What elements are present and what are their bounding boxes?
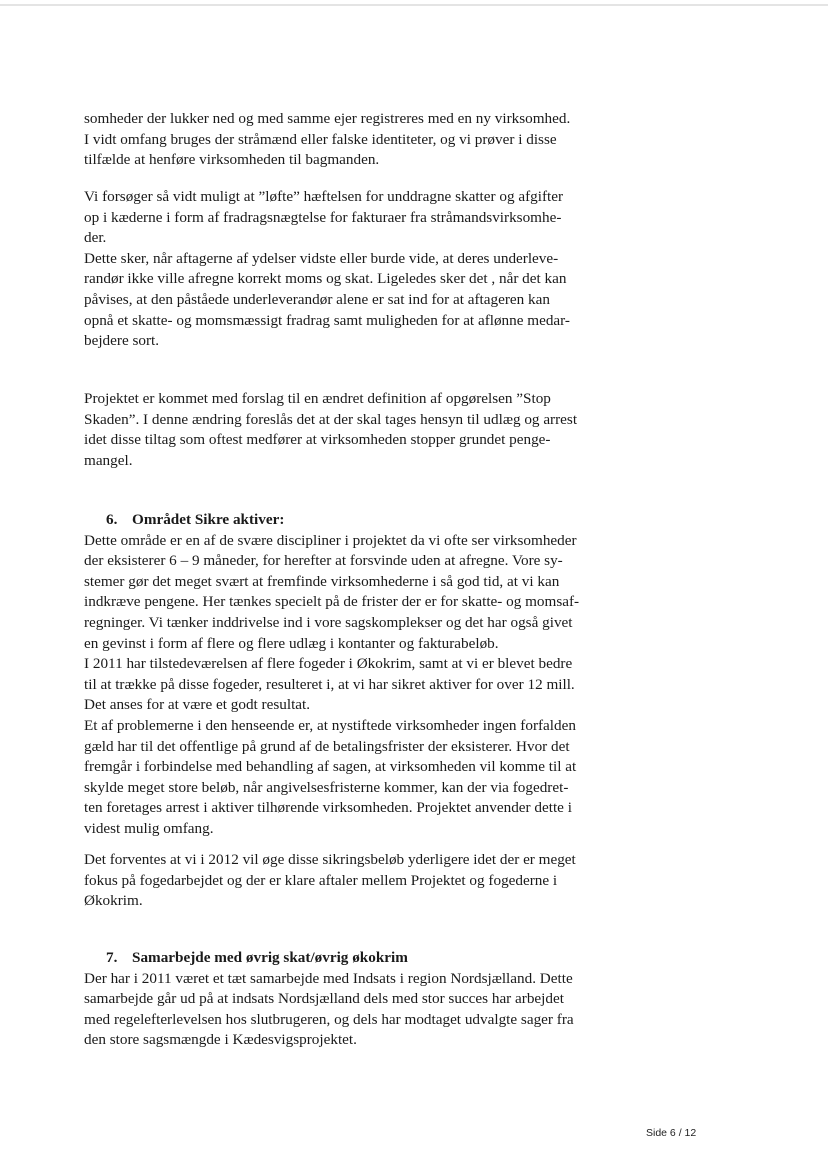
text-line: Skaden”. I denne ændring foreslås det at der skal tages hensyn til udlæg og arrest (84, 410, 578, 428)
text-line: skylde meget store beløb, når angivelsesfristerne kommer, kan der via fogedret- (84, 778, 569, 796)
text-line: fokus på fogedarbejdet og der er klare aftaler mellem Projektet og fogederne i (84, 871, 558, 889)
text-line: mangel. (84, 451, 133, 469)
section-number: 6. (106, 511, 118, 528)
paragraph-stop-skaden (84, 389, 644, 471)
text-line: fremgår i forbindelse med behandling af sagen, at virksomheden vil komme til at (84, 758, 577, 776)
text-line: Projektet er kommet med forslag til en ændret definition af opgørelsen ”Stop (84, 390, 551, 407)
text-line: Økokrim. (84, 892, 143, 910)
text-line: Vi forsøger så vidt muligt at ”løfte” hæftelsen for unddragne skatter og afgifter (84, 188, 564, 205)
text-line: Et af problemerne i den henseende er, at nystiftede virksomheder ingen forfalden (84, 716, 576, 734)
text-line: Dette område er en af de svære discipliner i projektet da vi ofte ser virksomheder (84, 531, 577, 549)
text-line: op i kæderne i form af fradragsnægtelse for fakturaer fra stråmandsvirksomhe- (84, 208, 562, 226)
text-line: somheder der lukker ned og med samme ejer registreres med en ny virksomhed. (84, 110, 571, 127)
text-line: Dette sker, når aftagerne af ydelser vidste eller burde vide, at deres underleve- (84, 249, 559, 267)
paragraph-forecast-2012 (84, 850, 644, 912)
section-7 (84, 948, 644, 1051)
text-line: I 2011 har tilstedeværelsen af flere fogeder i Økokrim, samt at vi er blevet bedre (84, 655, 573, 673)
text-line: randør ikke ville afregne korrekt moms og skat. Ligeledes sker det , når det kan (84, 270, 567, 288)
text-line: idet disse tiltag som oftest medfører at virksomheden stopper grundet penge- (84, 431, 551, 449)
text-line: med regelefterlevelsen hos slutbrugeren, og dels har modtaget udvalgte sager fra (84, 1010, 574, 1028)
section-heading (84, 510, 644, 531)
text-line: tilfælde at henføre virksomheden til bagmanden. (84, 151, 380, 169)
text-line: opnå et skatte- og momsmæssigt fradrag samt muligheden for at aflønne medar- (84, 311, 570, 329)
text-line: Der har i 2011 været et tæt samarbejde med Indsats i region Nordsjælland. Dette (84, 969, 573, 987)
text-line: samarbejde går ud på at indsats Nordsjælland dels med stor succes har arbejdet (84, 990, 564, 1008)
text-line: bejdere sort. (84, 332, 160, 350)
text-line: påvises, at den påståede underleverandør alene er sat ind for at aftageren kan (84, 290, 550, 308)
text-line: der. (84, 229, 107, 247)
text-line: gæld har til det offentlige på grund af de betalingsfrister der eksisterer. Hvor det (84, 737, 570, 755)
text-line: I vidt omfang bruges der stråmænd eller falske identiteter, og vi prøver i disse (84, 130, 557, 148)
text-line: Det anses for at være et godt resultat. (84, 696, 311, 714)
text-line: regninger. Vi tænker inddrivelse ind i vore sagskomplekser og det har også givet (84, 613, 573, 631)
section-6 (84, 510, 644, 840)
section-heading (84, 948, 644, 969)
section-title: Området Sikre aktiver: (132, 511, 285, 528)
text-line: indkræve pengene. Her tænkes specielt på de frister der er for skatte- og momsaf- (84, 593, 580, 611)
text-line: ten foretages arrest i aktiver tilhørende virksomheden. Projektet anvender dette i (84, 799, 572, 817)
page-number: Side 6 / 12 (646, 1127, 697, 1139)
paragraph-liability (84, 187, 644, 352)
page-top-edge (0, 4, 828, 6)
text-line: der eksisterer 6 – 9 måneder, for herefter at forsvinde uden at afregne. Vore sy- (84, 552, 563, 570)
text-line: en gevinst i form af flere og flere udlæg i kontanter og fakturabeløb. (84, 634, 499, 652)
text-line: den store sagsmængde i Kædesvigsprojektet. (84, 1031, 357, 1049)
text-line: Det forventes at vi i 2012 vil øge disse sikringsbeløb yderligere idet der er meget (84, 851, 576, 868)
paragraph-intro-continuation (84, 109, 644, 171)
text-line: stemer gør det meget svært at fremfinde virksomhederne i så god tid, at vi kan (84, 572, 560, 590)
text-line: til at trække på disse fogeder, resulteret i, at vi har sikret aktiver for over 12 mill. (84, 675, 575, 693)
section-number: 7. (106, 949, 118, 966)
section-title: Samarbejde med øvrig skat/øvrig økokrim (132, 949, 408, 966)
text-line: videst mulig omfang. (84, 819, 214, 837)
